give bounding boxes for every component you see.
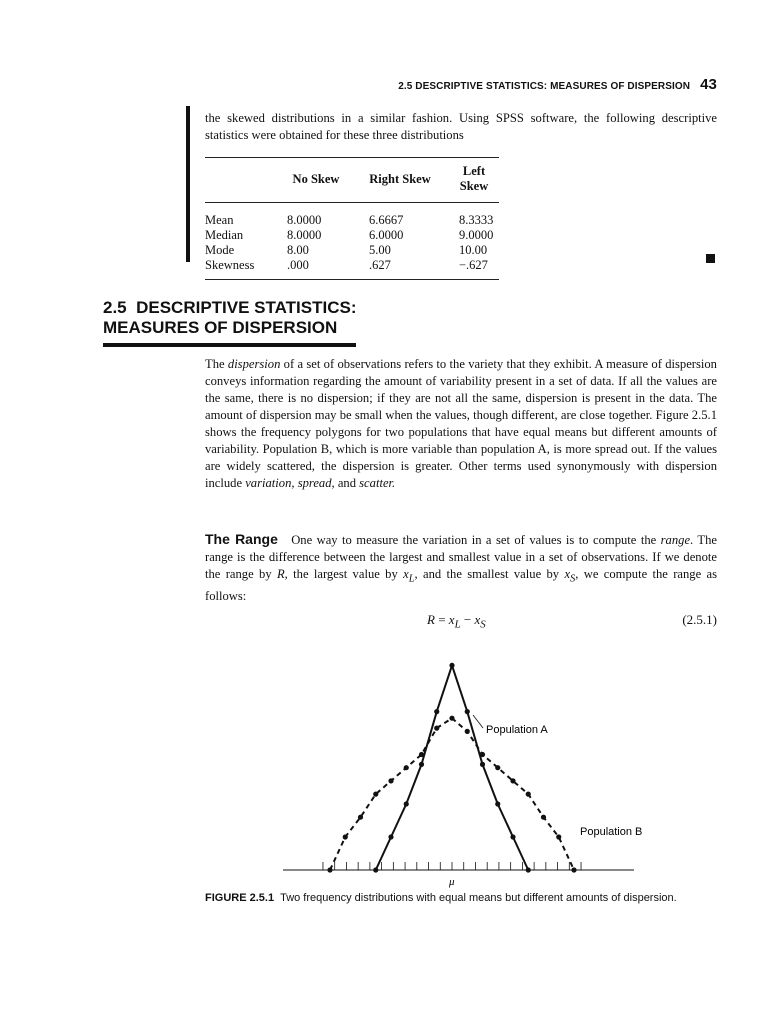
italic-term: variation, [245, 476, 295, 490]
equation-number: (2.5.1) [682, 612, 717, 627]
population-b-point [495, 765, 500, 770]
table-cell: 6.6667 [369, 213, 404, 227]
population-b-point [526, 792, 531, 797]
math-subscript: L [408, 573, 415, 585]
table-cell: 6.0000 [369, 228, 404, 242]
italic-term: R [276, 567, 285, 581]
population-a-leader [473, 715, 483, 728]
population-a-point [419, 762, 424, 767]
table-cell: 10.00 [459, 243, 488, 257]
population-a-point [480, 762, 485, 767]
population-b-point [449, 716, 454, 721]
table-cell: −.627 [449, 258, 499, 280]
population-b-point [541, 815, 546, 820]
table-cell: Mode [205, 243, 235, 257]
math-subscript: L [454, 618, 461, 631]
population-b-point [343, 834, 348, 839]
table-cell: Mean [205, 213, 234, 227]
population-b-points [327, 716, 576, 873]
table-cell: .627 [351, 258, 449, 280]
table-cell: 8.00 [287, 243, 309, 257]
population-a-point [449, 663, 454, 668]
table-cell: 8.0000 [287, 213, 322, 227]
text-run: , we compute the range as follows: [205, 567, 718, 603]
population-b-label: Population B [580, 826, 643, 838]
population-b-point [419, 752, 424, 757]
mu-label: μ [449, 876, 455, 888]
example-paragraph: the skewed distributions in a similar fashion. Using SPSS software, the following descriptive statistics were obtained for these three distributions [205, 111, 717, 142]
text-run: of a set of observations refers to the variety that they exhibit. A measure of dispersion conveys information regarding the amount of variability present in a set of data. If all the values are the same, there is no dispersion; if they are not all the same, dispersion is present in the data. The amount of dispersion may be small when the values, though different, are close together. Figure 2.5.1 shows the frequency polygons for two populations that have equal means but different amounts of variability. Population B, which is more variable than population A, is more spread out. If the values are widely scattered, the dispersion is greater. Other terms used synonymously with dispersion include [205, 357, 717, 490]
page-number: 43 [700, 76, 717, 93]
population-b-point [327, 867, 332, 872]
caption-text: Two frequency distributions with equal means but different amounts of dispersion. [280, 892, 677, 904]
table-cell: 5.00 [369, 243, 391, 257]
table-cell: 8.0000 [287, 228, 322, 242]
population-a-polygon [376, 665, 529, 870]
math-var: x [403, 567, 409, 581]
table-cell: .000 [281, 258, 351, 280]
population-a-label: Population A [486, 724, 548, 736]
population-b-point [465, 729, 470, 734]
italic-term: scatter. [359, 476, 396, 490]
population-b-point [556, 834, 561, 839]
math-var: x [448, 612, 455, 627]
running-head-title: 2.5 DESCRIPTIVE STATISTICS: MEASURES OF DISPERSION [398, 81, 691, 92]
table-cell: 9.0000 [459, 228, 494, 242]
section-title-line1: DESCRIPTIVE STATISTICS: [136, 298, 357, 317]
population-a-point [526, 867, 531, 872]
text-run: , the largest value by [284, 567, 404, 581]
population-a-point [495, 801, 500, 806]
table-cell: 8.3333 [459, 213, 494, 227]
text-run: The [205, 357, 228, 371]
population-b-point [358, 815, 363, 820]
population-a-point [465, 709, 470, 714]
math-operator: − [460, 612, 475, 627]
text-run: and [334, 476, 360, 490]
text-run: , and the smallest value by [414, 567, 565, 581]
population-a-point [510, 834, 515, 839]
table-header-cell: Right Skew [351, 158, 449, 203]
section-number: 2.5 [103, 298, 127, 317]
population-b-point [480, 752, 485, 757]
figure-label: FIGURE 2.5.1 [205, 892, 275, 904]
math-var: x [564, 567, 571, 581]
math-operator: = [434, 612, 449, 627]
population-a-point [373, 867, 378, 872]
population-a-point [388, 834, 393, 839]
population-b-point [404, 765, 409, 770]
italic-term: dispersion [227, 357, 281, 371]
population-b-polygon [330, 718, 574, 870]
text-run: . The range is the difference between the largest and smallest value in a set of observations. If we denote the range by [205, 533, 717, 581]
math-subscript: S [570, 573, 576, 585]
population-b-point [373, 792, 378, 797]
table-cell: Median [205, 228, 244, 242]
table-header-cell: Left Skew [449, 158, 499, 203]
population-a-points [373, 663, 531, 873]
range-subheading: The Range [205, 531, 278, 547]
population-a-point [434, 709, 439, 714]
math-var: R [427, 612, 435, 627]
text-run: One way to measure the variation in a set of values is to compute the [291, 533, 661, 547]
table-header-cell: No Skew [281, 158, 351, 203]
italic-term: range [660, 533, 691, 547]
population-b-point [434, 726, 439, 731]
figure-caption [205, 890, 705, 906]
math-var: x [474, 612, 481, 627]
italic-term: spread, [297, 476, 335, 490]
population-b-point [510, 778, 515, 783]
axis-ticks [323, 862, 581, 870]
math-subscript: S [480, 618, 486, 631]
population-b-point [571, 867, 576, 872]
section-title-line2: MEASURES OF DISPERSION [103, 318, 338, 337]
population-a-point [404, 801, 409, 806]
population-b-point [388, 778, 393, 783]
table-cell: Skewness [205, 258, 281, 280]
